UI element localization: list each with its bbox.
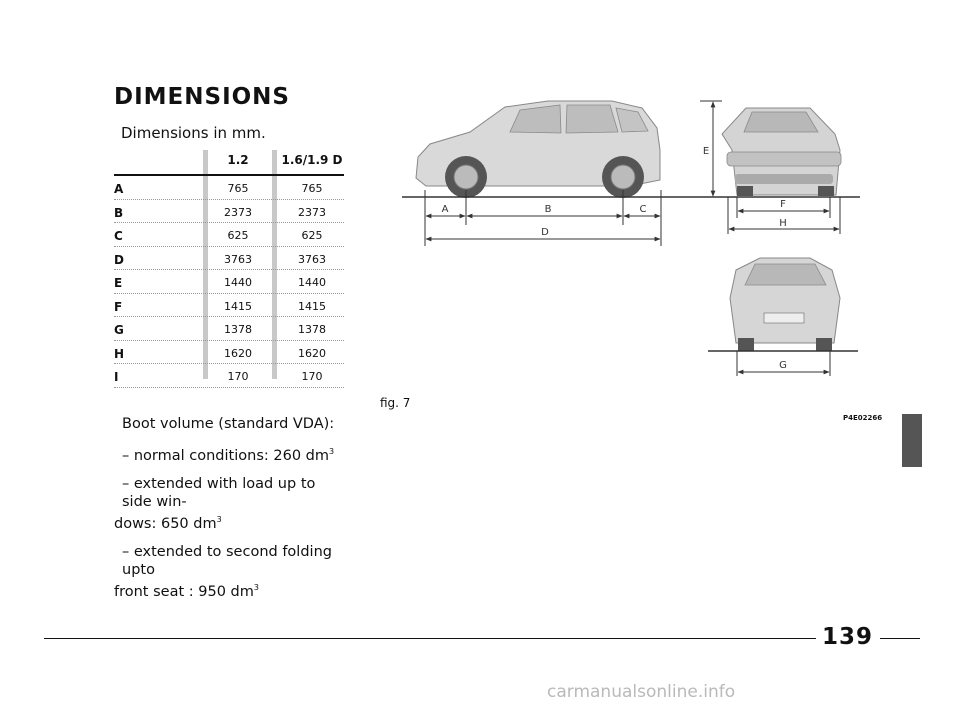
- boot-normal: – normal conditions: 260 $dm^3$: [122, 447, 335, 464]
- header-engine-1-6-1-9d: 1.6/1.9 D: [281, 153, 343, 167]
- dim-label-f: F: [780, 199, 786, 210]
- car-rear-view: [730, 258, 840, 351]
- value-1-2: 3763: [224, 252, 252, 266]
- boot-heading: Boot volume (standard VDA):: [122, 416, 335, 432]
- value-1-6-1-9d: 3763: [298, 252, 326, 266]
- value-1-2: 625: [227, 229, 249, 242]
- dim-label-b: B: [544, 204, 552, 215]
- row-label: H: [114, 346, 125, 361]
- value-1-2: 1440: [224, 276, 252, 289]
- footer-rule-right: [880, 638, 920, 639]
- row-label: C: [114, 229, 123, 243]
- row-label: E: [114, 276, 123, 290]
- row-label: G: [114, 323, 124, 337]
- value-1-6-1-9d: 625: [301, 229, 323, 242]
- row-label: A: [114, 182, 124, 196]
- value-1-2: 1378: [224, 323, 252, 336]
- value-1-6-1-9d: 765: [301, 182, 323, 195]
- figure-label: fig. 7: [380, 396, 411, 410]
- dim-label-h: H: [779, 218, 787, 229]
- value-1-6-1-9d: 1378: [298, 323, 326, 336]
- row-label: B: [114, 205, 124, 220]
- header-engine-1-2: 1.2: [227, 153, 249, 167]
- chapter-tab-marker: [902, 414, 922, 467]
- value-1-2: 765: [227, 182, 249, 195]
- dim-label-e: E: [702, 146, 710, 157]
- value-1-6-1-9d: 1415: [298, 299, 326, 313]
- value-1-6-1-9d: 2373: [298, 205, 326, 219]
- row-label: D: [114, 252, 124, 267]
- footer-rule-left: [44, 638, 816, 639]
- dim-label-a: A: [441, 204, 449, 215]
- dim-label-c: C: [639, 204, 647, 215]
- value-1-6-1-9d: 1440: [298, 276, 326, 289]
- dim-label-d: D: [541, 227, 549, 238]
- row-label: I: [114, 370, 119, 384]
- row-label: F: [114, 299, 123, 314]
- page-title: DIMENSIONS: [114, 84, 290, 110]
- watermark: carmanualsonline.info: [547, 682, 736, 702]
- value-1-2: 1620: [224, 346, 252, 360]
- value-1-6-1-9d: 170: [301, 370, 323, 383]
- figure-code: P4E02266: [843, 414, 883, 422]
- value-1-2: 2373: [224, 205, 252, 219]
- boot-extended-side-windows: – extended with load up to side win- dows: 650 $dm^3$: [114, 475, 316, 532]
- value-1-2: 170: [227, 370, 249, 383]
- car-front-view: [722, 108, 841, 196]
- dim-label-g: G: [779, 360, 787, 371]
- car-side-view: [416, 101, 660, 198]
- value-1-6-1-9d: 1620: [298, 346, 326, 360]
- dimensions-subtitle: Dimensions in mm.: [121, 124, 266, 142]
- boot-extended-front-seat: – extended to second folding upto front seat : 950 $dm^3$: [114, 543, 332, 600]
- page-number: 139: [822, 624, 874, 650]
- value-1-2: 1415: [224, 299, 252, 313]
